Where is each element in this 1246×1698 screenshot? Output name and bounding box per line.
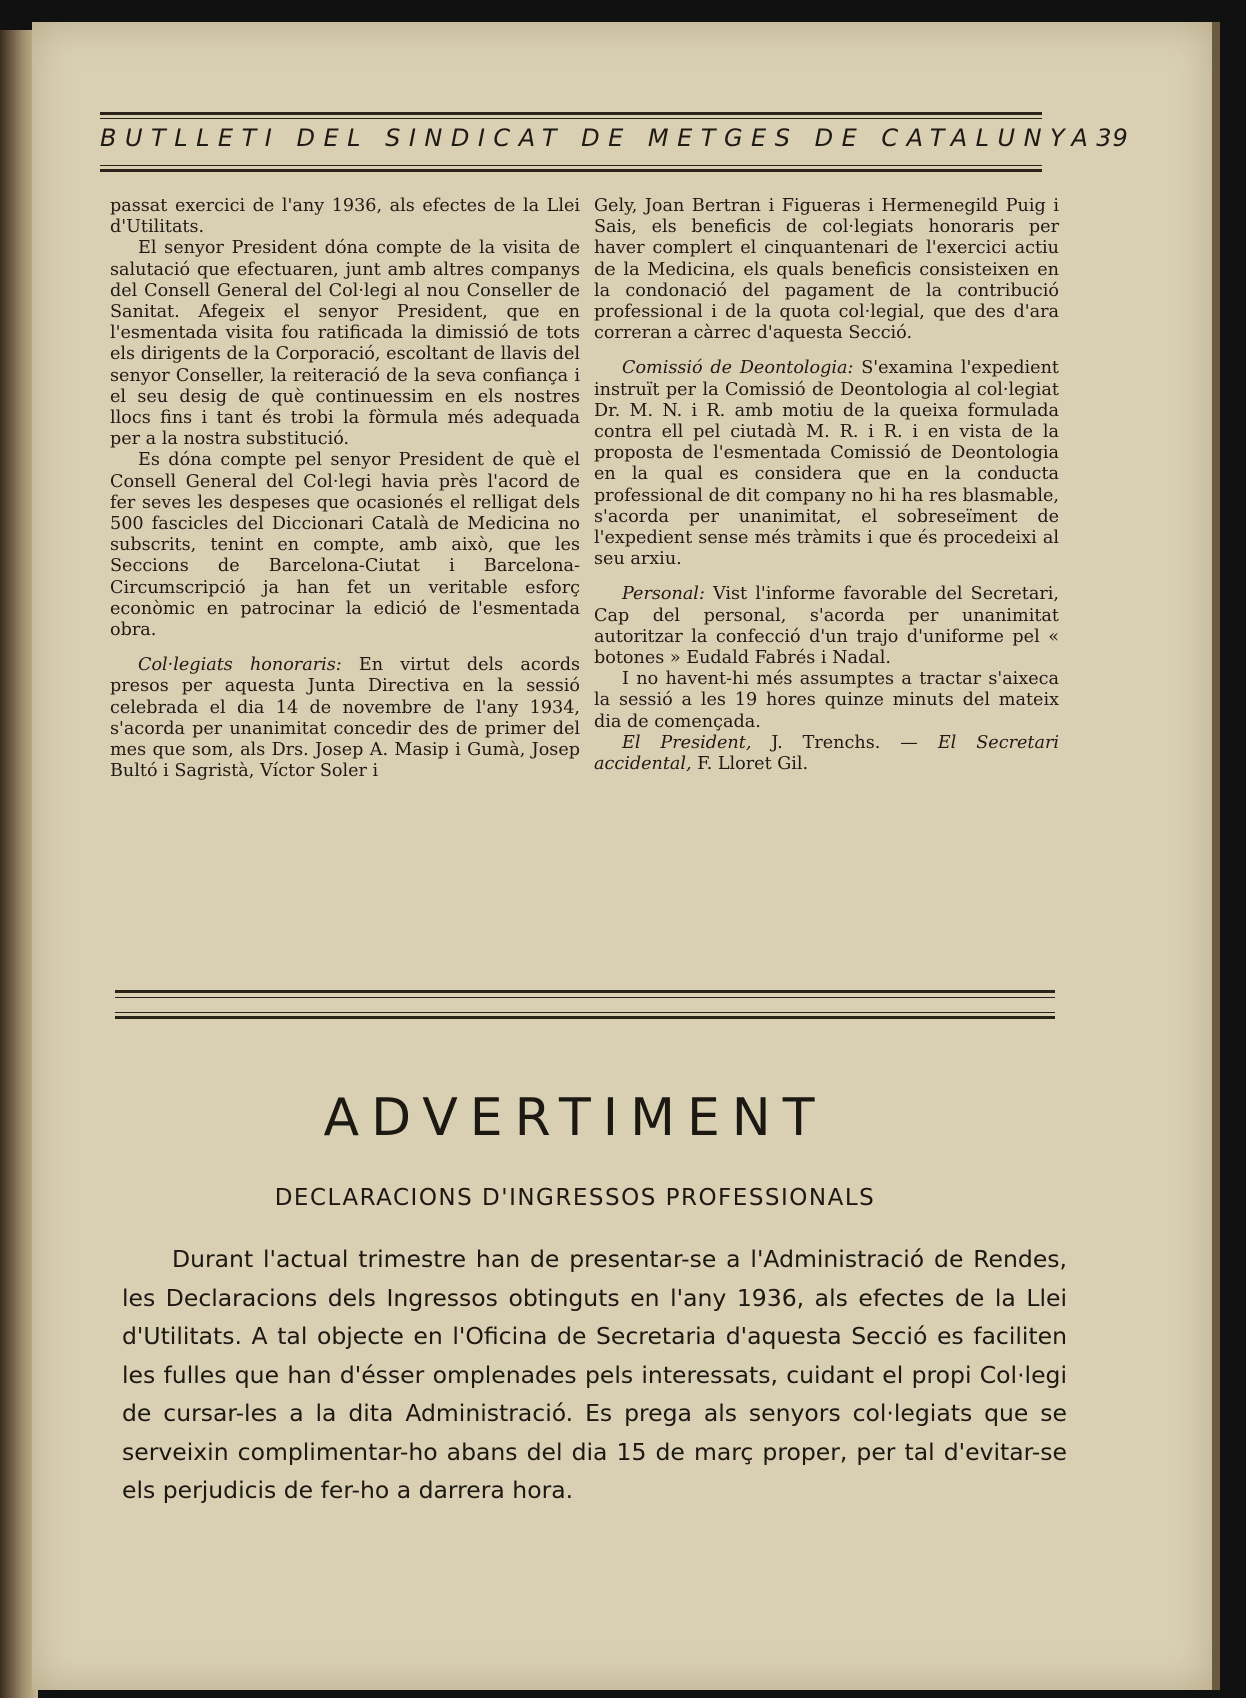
section-deontologia [594, 358, 1059, 570]
paragraph: passat exercici de l'any 1936, als efectes de la Llei d'Utilitats. [110, 196, 580, 238]
section-colegiats-honoraris [110, 655, 580, 782]
paragraph: I no havent-hi més assumptes a tractar s'aixeca la sessió a les 19 hores quinze minuts del mateix dia de començada. [594, 669, 1059, 732]
section-text: Vist l'informe favorable del Secretari, Cap del personal, s'acorda per unanimitat autoritzar la confecció d'un trajo d'uniforme pel « botones » Eudald Fabrés i Nadal. [594, 584, 1059, 669]
journal-title: BUTLLETI DEL SINDICAT DE METGES DE CATALUNYA [100, 124, 1097, 152]
advert-rule-bottom-thick [115, 1016, 1055, 1019]
advert-subtitle: DECLARACIONS D'INGRESSOS PROFESSIONALS [274, 1185, 876, 1211]
page-edge [1212, 22, 1220, 1690]
signature-secretari-name: F. Lloret Gil. [691, 754, 809, 775]
header-rule-top-thin [100, 118, 1042, 119]
paragraph: Gely, Joan Bertran i Figueras i Hermenegild Puig i Sais, els beneficis de col·legiats honoraris per haver complert el cinquantenari de l'exercici actiu de la Medicina, els quals beneficis consisteixen en la condonació del pagament de la contribució professional i de la quota col·legial, que des d'ara correran a càrrec d'aquesta Secció. [594, 196, 1059, 344]
page-number: 39 [1096, 124, 1129, 152]
header-rule-bottom-thick [100, 169, 1042, 172]
section-text: S'examina l'expedient instruït per la Comissió de Deontologia al col·legiat Dr. M. N. i R. amb motiu de la queixa formulada contra ell pel ciutadà M. R. i R. i en vista de la proposta de l'esmentada Comissió de Deontologia en la qual es considera que en la conducta professional de dit company no hi ha res blasmable, s'acorda per unanimitat, el sobreseïment de l'expedient sense més tràmits i que és procedeixi al seu arxiu. [594, 358, 1059, 570]
section-label: Comissió de Deontologia: [622, 358, 854, 379]
signatures [594, 733, 1059, 775]
section-personal [594, 584, 1059, 669]
right-column [594, 196, 1059, 775]
left-column [110, 196, 580, 782]
advert-title: ADVERTIMENT [323, 1088, 827, 1148]
paragraph: El senyor President dóna compte de la visita de salutació que efectuaren, junt amb altres companys del Consell General del Col·legi al nou Conseller de Sanitat. Afegeix el senyor President, que en l'esmentada visita fou ratificada la dimissió de tots els dirigents de la Corporació, escoltant de llavis del senyor Conseller, la reiteració de la seva confiança i el seu desig de què continuessim en els nostres llocs fins i tant és trobi la fòrmula més adequada per a la nostra substitució. [110, 238, 580, 450]
signature-secretari-label: El Secretari accidental, [594, 732, 1059, 775]
header-rule-top-thick [100, 112, 1042, 115]
signature-president-name: J. Trenchs. — [751, 732, 938, 753]
advert-rule-bottom-thin [115, 1012, 1055, 1013]
running-header [100, 124, 1129, 164]
advert-body: Durant l'actual trimestre han de presentar-se a l'Administració de Rendes, les Declaracions dels Ingressos obtinguts en l'any 1936, als efectes de la Llei d'Utilitats. A tal objecte en l'Oficina de Secretaria d'aquesta Secció es faciliten les fulles que han d'ésser omplenades pels interessats, cuidant el propi Col·legi de cursar-les a la dita Administració. Es prega als senyors col·legiats que se serveixin complimentar-ho abans del dia 15 de març proper, per tal d'evitar-se els perjudicis de fer-ho a darrera hora. [122, 1245, 1067, 1504]
advert-rule-top-thin [115, 997, 1055, 998]
header-rule-bottom-thin [100, 165, 1042, 166]
signature-president-label: El President, [622, 732, 752, 753]
section-label: Col·legiats honoraris: [138, 655, 342, 676]
paragraph: Es dóna compte pel senyor President de què el Consell General del Col·legi havia près l'acord de fer seves les despeses que ocasionés el relligat dels 500 fascicles del Diccionari Català de Medicina no subscrits, tenint en compte, amb això, que les Seccions de Barcelona-Ciutat i Barcelona-Circumscripció ja han fet un veritable esforç econòmic en patrocinar la edició de l'esmentada obra. [110, 450, 580, 641]
section-text: En virtut dels acords presos per aquesta Junta Directiva en la sessió celebrada el dia 14 de novembre de l'any 1934, s'acorda per unanimitat concedir des de primer del mes que som, als Drs. Josep A. Masip i Gumà, Josep Bultó i Sagristà, Víctor Soler i [110, 655, 581, 782]
advert-rule-top-thick [115, 990, 1055, 993]
section-label: Personal: [622, 584, 705, 605]
